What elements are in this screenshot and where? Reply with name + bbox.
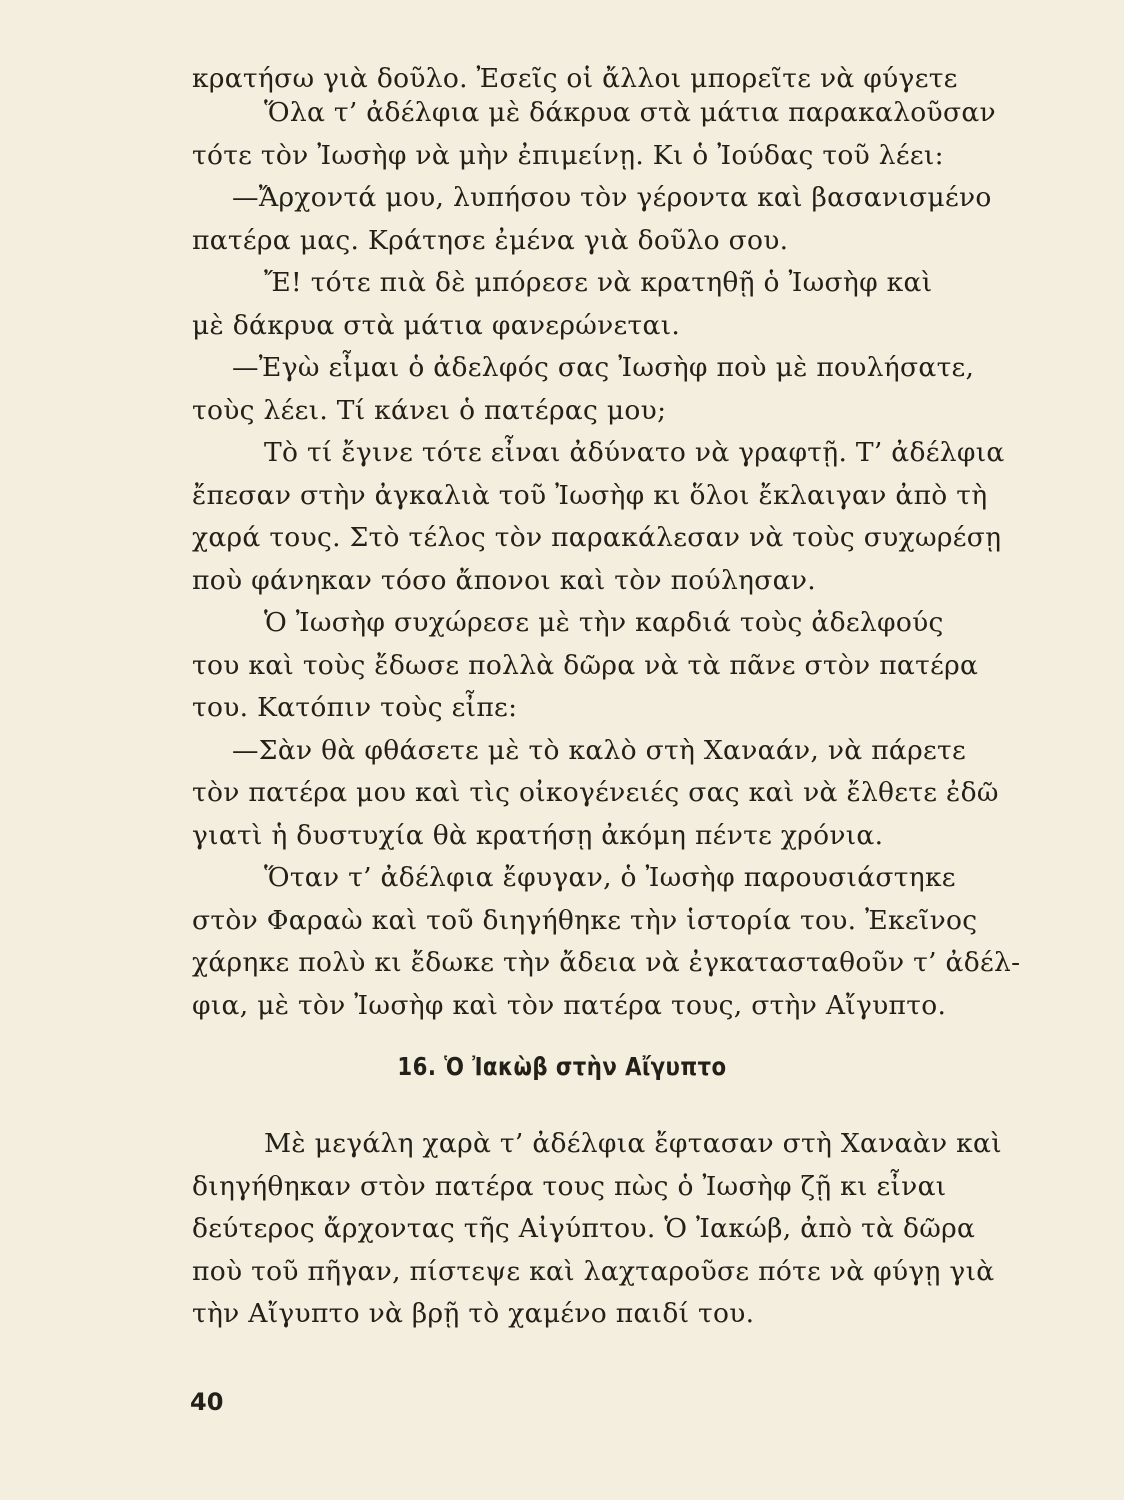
text-line: —Ἐγὼ εἶμαι ὁ ἀδελφός σας Ἰωσὴφ ποὺ μὲ πουλήσατε,: [232, 352, 975, 383]
text-line: δεύτερος ἄρχοντας τῆς Αἰγύπτου. Ὁ Ἰακώβ, ἀπὸ τὰ δῶρα: [192, 1213, 976, 1244]
text-line: τὸν πατέρα μου καὶ τὶς οἰκογένειές σας καὶ νὰ ἔλθετε ἐδῶ: [192, 777, 999, 808]
text-line: στὸν Φαραὼ καὶ τοῦ διηγήθηκε τὴν ἱστορία του. Ἐκεῖνος: [192, 904, 978, 936]
text-line: —Ἄρχοντά μου, λυπήσου τὸν γέροντα καὶ βασανισμένο: [232, 182, 992, 213]
text-line: Τὸ τί ἔγινε τότε εἶναι ἀδύνατο νὰ γραφτῇ. Τ’ ἀδέλφια: [264, 437, 1005, 468]
text-line: διηγήθηκαν στὸν πατέρα τους πὼς ὁ Ἰωσὴφ ζῇ κι εἶναι: [192, 1170, 947, 1202]
text-line: Ὅλα τ’ ἀδέλφια μὲ δάκρυα στὰ μάτια παρακαλοῦσαν: [264, 97, 996, 128]
text-line: —Σὰν θὰ φθάσετε μὲ τὸ καλὸ στὴ Χαναάν, νὰ πάρετε: [232, 734, 967, 766]
text-line: φια, μὲ τὸν Ἰωσὴφ καὶ τὸν πατέρα τους, στὴν Αἴγυπτο.: [192, 989, 947, 1021]
text-line: χαρά τους. Στὸ τέλος τὸν παρακάλεσαν νὰ τοὺς συχωρέσῃ: [192, 522, 1002, 553]
text-line: κρατήσω γιὰ δοῦλο. Ἐσεῖς οἱ ἄλλοι μπορεῖτε νὰ φύγετε: [192, 63, 958, 94]
text-line: ποὺ τοῦ πῆγαν, πίστεψε καὶ λαχταροῦσε πότε νὰ φύγῃ γιὰ: [192, 1255, 995, 1287]
text-line: του. Κατόπιν τοὺς εἶπε:: [192, 692, 518, 723]
text-line: του καὶ τοὺς ἔδωσε πολλὰ δῶρα νὰ τὰ πᾶνε στὸν πατέρα: [192, 649, 979, 681]
text-line: τότε τὸν Ἰωσὴφ νὰ μὴν ἐπιμείνῃ. Κι ὁ Ἰούδας τοῦ λέει:: [192, 139, 944, 171]
text-line: ἔπεσαν στὴν ἀγκαλιὰ τοῦ Ἰωσὴφ κι ὅλοι ἔκλαιγαν ἀπὸ τὴ: [192, 479, 988, 511]
text-line: Ἔ! τότε πιὰ δὲ μπόρεσε νὰ κρατηθῇ ὁ Ἰωσὴφ καὶ: [264, 267, 933, 298]
text-line: Ὅταν τ’ ἀδέλφια ἔφυγαν, ὁ Ἰωσὴφ παρουσιάστηκε: [264, 862, 956, 893]
text-line: μὲ δάκρυα στὰ μάτια φανερώνεται.: [192, 309, 681, 341]
text-line: γιατὶ ἡ δυστυχία θὰ κρατήσῃ ἀκόμη πέντε χρόνια.: [192, 819, 884, 851]
body-text-continued: [192, 1127, 1040, 1331]
text-line: Μὲ μεγάλη χαρὰ τ’ ἀδέλφια ἔφτασαν στὴ Χαναὰν καὶ: [264, 1128, 1002, 1159]
text-line: ποὺ φάνηκαν τόσο ἄπονοι καὶ τὸν πούλησαν.: [192, 564, 816, 596]
text-line: τοὺς λέει. Τί κάνει ὁ πατέρας μου;: [192, 394, 667, 426]
page-number: 40: [190, 1388, 224, 1416]
text-line: χάρηκε πολὺ κι ἔδωκε τὴν ἄδεια νὰ ἐγκατασταθοῦν τ’ ἀδέλ-: [192, 947, 1021, 978]
section-heading: 16. Ὁ Ἰακὼβ στὴν Αἴγυπτο: [397, 1052, 727, 1081]
text-line: Ὁ Ἰωσὴφ συχώρεσε μὲ τὴν καρδιά τοὺς ἀδελφούς: [264, 607, 944, 638]
text-line: τὴν Αἴγυπτο νὰ βρῇ τὸ χαμένο παιδί του.: [192, 1298, 755, 1329]
body-text: [192, 62, 1040, 1023]
text-line: πατέρα μας. Κράτησε ἐμένα γιὰ δοῦλο σου.: [192, 224, 789, 256]
